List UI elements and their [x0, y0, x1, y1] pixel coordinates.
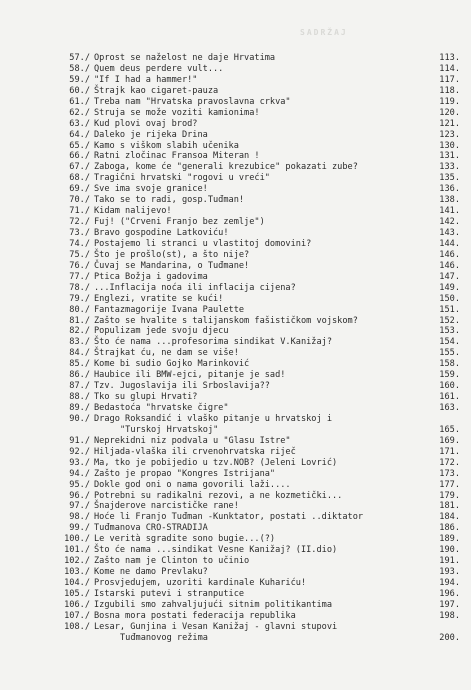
entry-page-number: 194.	[439, 578, 460, 588]
entry-number: 71./	[69, 206, 90, 217]
toc-entry	[40, 108, 460, 119]
entry-page-number: 158.	[439, 359, 460, 370]
entry-page-number: 120.	[439, 107, 460, 118]
entry-number: 106./	[64, 599, 90, 610]
entry-title: Što je prošlo(st), a što nije?	[94, 249, 250, 260]
entry-number: 96./	[69, 490, 90, 501]
entry-page-number: 147.	[439, 271, 460, 282]
entry-title: Bedastoća "hrvatske čigre"	[94, 403, 229, 413]
entry-page-number: 193.	[439, 567, 460, 578]
entry-title: ...Inflacija noća ili inflacija cijena?	[94, 282, 296, 293]
entry-page-number: 173.	[439, 468, 460, 479]
entry-title: Ratni zločinac Fransoa Miteran !	[94, 151, 260, 162]
entry-title: Lesar, Gunjina i Vesan Kanižaj - glavni stupovi	[94, 621, 338, 632]
entry-title: Populizam jede svoju djecu	[94, 326, 229, 337]
entry-page-number: 150.	[439, 293, 460, 304]
toc-entry	[40, 381, 460, 392]
entry-title: Tzv. Jugoslavija ili Srboslavija??	[94, 381, 270, 392]
entry-number: 89./	[69, 403, 90, 413]
entry-title: Le verità sgradite sono bugie...(?)	[94, 534, 276, 545]
entry-title: Što će nama ...profesorima sindikat V.Kanižaj?	[94, 337, 332, 348]
toc-entry	[40, 75, 460, 86]
toc-entry	[40, 512, 460, 523]
toc-entry	[40, 567, 460, 578]
entry-title: "Turskoj Hrvatskoj"	[120, 424, 219, 435]
entry-page-number: 146.	[439, 249, 460, 260]
toc-entry	[40, 414, 460, 425]
entry-page-number: 171.	[439, 446, 460, 457]
entry-page-number: 118.	[439, 85, 460, 96]
entry-page-number: 154.	[439, 337, 460, 348]
entry-page-number: 141.	[439, 206, 460, 217]
toc-entry	[40, 97, 460, 108]
entry-page-number: 144.	[439, 238, 460, 249]
entry-title: Zašto se hvalite s talijanskom fašističkom vojskom?	[94, 315, 358, 326]
entry-number: 76./	[69, 260, 90, 271]
table-of-contents	[40, 53, 460, 644]
toc-entry-continuation	[40, 633, 460, 644]
entry-number: 82./	[69, 326, 90, 337]
toc-entry	[40, 611, 460, 622]
entry-title: Fuj! ("Crveni Franjo bez zemlje")	[94, 217, 265, 228]
entry-number: 72./	[69, 217, 90, 228]
entry-number: 68./	[69, 173, 90, 184]
toc-entry	[40, 622, 460, 633]
toc-entry	[40, 184, 460, 195]
entry-title: Tragični hrvatski "rogovi u vreći"	[94, 173, 270, 184]
entry-title: "If I had a hammer!"	[94, 74, 198, 85]
entry-title: Daleko je rijeka Drina	[94, 129, 208, 140]
entry-page-number: 119.	[439, 96, 460, 107]
toc-entry	[40, 501, 460, 512]
entry-number: 103./	[64, 567, 90, 578]
entry-number: 108./	[64, 621, 90, 632]
entry-number: 57./	[69, 53, 90, 63]
entry-number: 85./	[69, 359, 90, 370]
entry-title: Bosna mora postati federacija republika	[94, 610, 296, 621]
toc-entry	[40, 578, 460, 589]
toc-entry	[40, 458, 460, 469]
entry-title: Tko su glupi Hrvati?	[94, 392, 198, 403]
toc-entry	[40, 141, 460, 152]
entry-number: 75./	[69, 249, 90, 260]
entry-number: 102./	[64, 556, 90, 567]
toc-entry	[40, 173, 460, 184]
toc-entry	[40, 151, 460, 162]
entry-title: Neprekidni niz podvala u "Glasu Istre"	[94, 435, 291, 446]
entry-number: 65./	[69, 140, 90, 151]
entry-number: 99./	[69, 523, 90, 534]
entry-title: Treba nam "Hrvatska pravoslavna crkva"	[94, 96, 291, 107]
entry-page-number: 184.	[439, 512, 460, 523]
show-through-heading: SADRŽAJ	[300, 28, 348, 37]
entry-title: Englezi, vratite se kući!	[94, 293, 224, 304]
entry-title: Ma, tko je pobijedio u tzv.NOB? (Jeleni Lovrić)	[94, 457, 338, 468]
entry-page-number: 143.	[439, 228, 460, 238]
entry-page-number: 159.	[439, 370, 460, 381]
entry-number: 66./	[69, 151, 90, 162]
entry-number: 90./	[69, 413, 90, 424]
entry-title: Haubice ili BMW-ejci, pitanje je sad!	[94, 370, 286, 381]
entry-title: Kome ne damo Prevlaku?	[94, 567, 208, 578]
entry-number: 64./	[69, 129, 90, 140]
entry-page-number: 130.	[439, 140, 460, 151]
entry-number: 95./	[69, 479, 90, 490]
toc-entry	[40, 294, 460, 305]
entry-number: 100./	[64, 534, 90, 545]
entry-title: Šnajderove narcističke rane!	[94, 501, 239, 512]
entry-number: 63./	[69, 118, 90, 129]
entry-number: 92./	[69, 446, 90, 457]
entry-title: Ptica Božja i gadovima	[94, 271, 208, 282]
entry-title: Kome bi sudio Gojko Marinković	[94, 359, 250, 370]
entry-title: Tuđmanova CRO-STRADIJA	[94, 523, 208, 534]
entry-number: 79./	[69, 293, 90, 304]
entry-page-number: 117.	[439, 74, 460, 85]
entry-number: 60./	[69, 85, 90, 96]
entry-number: 78./	[69, 282, 90, 293]
entry-number: 77./	[69, 271, 90, 282]
entry-number: 86./	[69, 370, 90, 381]
toc-entry	[40, 64, 460, 75]
toc-entry	[40, 392, 460, 403]
entry-number: 81./	[69, 315, 90, 326]
toc-entry	[40, 272, 460, 283]
toc-entry	[40, 480, 460, 491]
toc-entry	[40, 316, 460, 327]
entry-title: Fantazmagorije Ivana Paulette	[94, 304, 245, 315]
toc-entry	[40, 261, 460, 272]
entry-page-number: 151.	[439, 304, 460, 315]
entry-title: Istarski putevi i stranputice	[94, 588, 245, 599]
entry-page-number: 200.	[439, 632, 460, 643]
entry-page-number: 142.	[439, 217, 460, 228]
toc-entry	[40, 370, 460, 381]
entry-number: 93./	[69, 457, 90, 468]
entry-title: Oprost se naželost ne daje Hrvatima	[94, 53, 276, 63]
entry-page-number: 123.	[439, 129, 460, 140]
entry-title: Kidam nalijevo!	[94, 206, 172, 217]
entry-page-number: 135.	[439, 173, 460, 184]
entry-number: 83./	[69, 337, 90, 348]
entry-title: Čuvaj se Mandarina, o Tuđmane!	[94, 260, 250, 271]
toc-entry	[40, 206, 460, 217]
entry-page-number: 196.	[439, 588, 460, 599]
entry-page-number: 152.	[439, 315, 460, 326]
entry-title: Drago Roksandić i vlaško pitanje u hrvatskoj i	[94, 413, 332, 424]
entry-page-number: 186.	[439, 523, 460, 534]
toc-entry	[40, 491, 460, 502]
entry-title: Postajemo li stranci u vlastitoj domovini?	[94, 238, 312, 249]
entry-title: Dokle god oni o nama govorili laži....	[94, 479, 291, 490]
toc-entry	[40, 305, 460, 316]
toc-entry	[40, 600, 460, 611]
entry-number: 105./	[64, 588, 90, 599]
entry-page-number: 114.	[439, 63, 460, 74]
entry-title: Štrajkat ću, ne dam se više!	[94, 348, 239, 359]
entry-title: Bravo gospodine Latkoviću!	[94, 228, 229, 238]
entry-page-number: 172.	[439, 457, 460, 468]
entry-number: 70./	[69, 195, 90, 206]
toc-entry	[40, 239, 460, 250]
entry-number: 73./	[69, 228, 90, 238]
entry-title: Tuđmanovog režima	[120, 632, 208, 643]
entry-page-number: 138.	[439, 195, 460, 206]
toc-entry	[40, 326, 460, 337]
entry-number: 98./	[69, 512, 90, 523]
toc-entry	[40, 545, 460, 556]
entry-title: Hiljada-vlaška ili crvenohrvatska riječ	[94, 446, 296, 457]
entry-number: 59./	[69, 74, 90, 85]
entry-title: Tako se to radi, gosp.Tuđman!	[94, 195, 245, 206]
toc-entry	[40, 53, 460, 64]
entry-page-number: 179.	[439, 490, 460, 501]
entry-number: 58./	[69, 63, 90, 74]
toc-entry	[40, 556, 460, 567]
entry-page-number: 169.	[439, 435, 460, 446]
entry-title: Sve ima svoje granice!	[94, 184, 208, 195]
toc-entry	[40, 589, 460, 600]
toc-entry	[40, 348, 460, 359]
entry-number: 84./	[69, 348, 90, 359]
toc-entry	[40, 523, 460, 534]
entry-number: 62./	[69, 107, 90, 118]
toc-entry	[40, 283, 460, 294]
entry-number: 107./	[64, 610, 90, 621]
entry-title: Struja se može voziti kamionima!	[94, 107, 260, 118]
entry-number: 91./	[69, 435, 90, 446]
toc-entry	[40, 250, 460, 261]
toc-entry-continuation	[40, 425, 460, 436]
toc-entry	[40, 86, 460, 97]
entry-title: Potrebni su radikalni rezovi, a ne kozmetički...	[94, 490, 343, 501]
entry-number: 97./	[69, 501, 90, 512]
entry-page-number: 191.	[439, 556, 460, 567]
toc-entry	[40, 403, 460, 414]
entry-title: Izgubili smo zahvaljujući sitnim politikantima	[94, 599, 332, 610]
entry-page-number: 113.	[439, 53, 460, 63]
entry-page-number: 181.	[439, 501, 460, 512]
entry-page-number: 133.	[439, 162, 460, 173]
entry-page-number: 163.	[439, 403, 460, 413]
entry-page-number: 131.	[439, 151, 460, 162]
toc-entry	[40, 447, 460, 458]
entry-title: Zaboga, kome će "generali krezubice" pokazati zube?	[94, 162, 358, 173]
entry-page-number: 177.	[439, 479, 460, 490]
toc-entry	[40, 469, 460, 480]
entry-page-number: 165.	[439, 424, 460, 435]
entry-number: 67./	[69, 162, 90, 173]
toc-entry	[40, 436, 460, 447]
entry-title: Quem deus perdere vult...	[94, 63, 224, 74]
entry-number: 88./	[69, 392, 90, 403]
entry-page-number: 161.	[439, 392, 460, 403]
entry-title: Hoće li Franjo Tuđman -Kunktator, postati ..diktator	[94, 512, 364, 523]
entry-page-number: 149.	[439, 282, 460, 293]
entry-number: 61./	[69, 96, 90, 107]
toc-entry	[40, 534, 460, 545]
toc-entry	[40, 228, 460, 239]
toc-entry	[40, 119, 460, 130]
entry-number: 69./	[69, 184, 90, 195]
entry-number: 74./	[69, 238, 90, 249]
entry-page-number: 190.	[439, 545, 460, 556]
toc-entry	[40, 217, 460, 228]
entry-number: 87./	[69, 381, 90, 392]
entry-page-number: 160.	[439, 381, 460, 392]
entry-title: Kud plovi ovaj brod?	[94, 118, 198, 129]
entry-page-number: 189.	[439, 534, 460, 545]
entry-page-number: 146.	[439, 260, 460, 271]
entry-page-number: 155.	[439, 348, 460, 359]
entry-title: Zašto je propao "Kongres Istrijana"	[94, 468, 276, 479]
toc-entry	[40, 359, 460, 370]
entry-number: 104./	[64, 578, 90, 588]
entry-number: 94./	[69, 468, 90, 479]
entry-title: Zašto nam je Clinton to učinio	[94, 556, 250, 567]
entry-page-number: 198.	[439, 610, 460, 621]
entry-title: Štrajk kao cigaret-pauza	[94, 85, 219, 96]
toc-entry	[40, 195, 460, 206]
entry-page-number: 153.	[439, 326, 460, 337]
entry-page-number: 121.	[439, 118, 460, 129]
entry-page-number: 136.	[439, 184, 460, 195]
entry-number: 80./	[69, 304, 90, 315]
toc-entry	[40, 337, 460, 348]
entry-page-number: 197.	[439, 599, 460, 610]
entry-title: Kamo s viškom slabih učenika	[94, 140, 239, 151]
entry-title: Što će nama ...sindikat Vesne Kanižaj? (II.dio)	[94, 545, 338, 556]
toc-entry	[40, 130, 460, 141]
toc-entry	[40, 162, 460, 173]
entry-number: 101./	[64, 545, 90, 556]
entry-title: Prosvjedujem, uzoriti kardinale Kuhariću!	[94, 578, 307, 588]
